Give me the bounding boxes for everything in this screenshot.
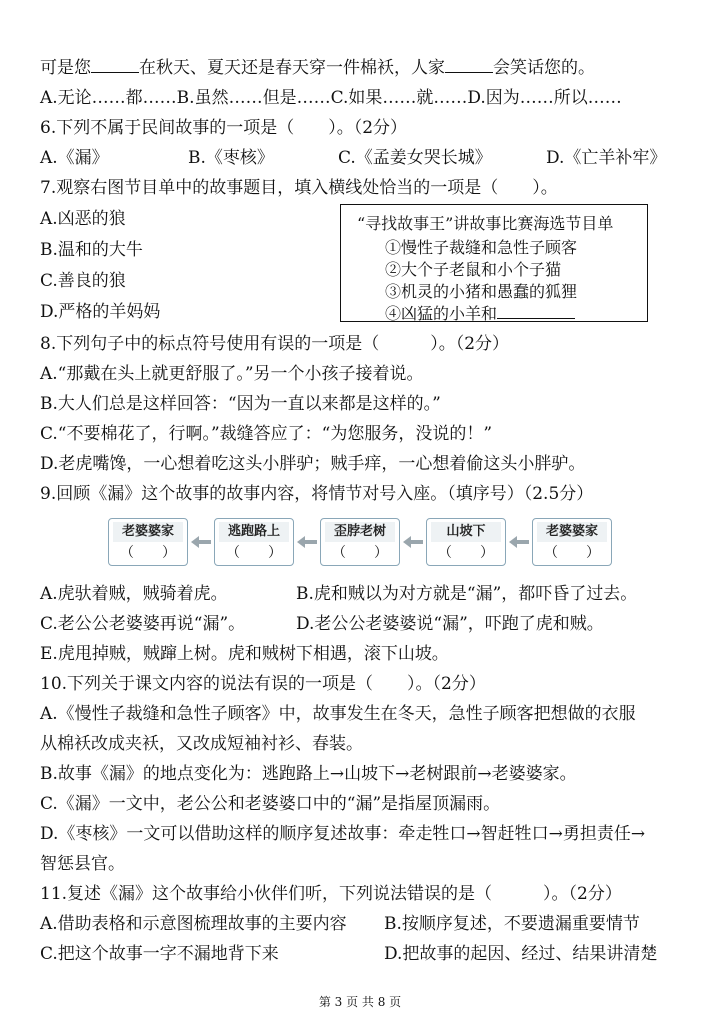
plot-flow-diagram xyxy=(108,518,618,568)
q5-sentence-part3: 会笑话您的。 xyxy=(493,58,595,78)
flow-node-blank: （ ） xyxy=(438,545,494,561)
program-item: ②大个子老鼠和小个子猫 xyxy=(385,260,562,279)
q11-option-d: D.把故事的起因、经过、结果讲清楚 xyxy=(384,944,658,964)
flow-node[interactable] xyxy=(426,518,506,566)
flow-node[interactable] xyxy=(214,518,294,566)
page-footer: 第 3 页 共 8 页 xyxy=(318,995,402,1009)
answer-blank[interactable] xyxy=(445,56,493,73)
q9-question: 9.回顾《漏》这个故事的故事内容，将情节对号入座。（填序号）（2.5分） xyxy=(40,484,594,504)
q5-sentence xyxy=(40,56,595,80)
arrow-left-icon xyxy=(400,532,426,552)
program-list-box xyxy=(340,204,648,322)
q7-option-a: A.凶恶的狼 xyxy=(40,209,126,229)
q9-option-e: E.虎甩掉贼，贼蹿上树。虎和贼树下相遇，滚下山坡。 xyxy=(40,644,449,664)
q5-sentence-part2: 在秋天、夏天还是春天穿一件棉袄，人家 xyxy=(139,58,445,78)
q6-question: 6.下列不属于民间故事的一项是（ ）。（2分） xyxy=(40,118,408,138)
flow-node[interactable] xyxy=(532,518,612,566)
flow-node-blank: （ ） xyxy=(544,545,600,561)
q10-option-a-line1: A.《慢性子裁缝和急性子顾客》中，故事发生在冬天，急性子顾客把想做的衣服 xyxy=(40,704,636,724)
q9-option-c: C.老公公老婆婆再说“漏”。 xyxy=(40,614,246,634)
q10-option-c: C.《漏》一文中，老公公和老婆婆口中的“漏”是指屋顶漏雨。 xyxy=(40,794,501,814)
q7-option-b: B.温和的大牛 xyxy=(40,240,143,260)
q7-option-c: C.善良的狼 xyxy=(40,271,126,291)
q9-option-d: D.老公公老婆婆说“漏”，吓跑了虎和贼。 xyxy=(296,614,604,634)
program-list-title: “寻找故事王”讲故事比赛海选节目单 xyxy=(357,214,614,233)
q6-option-c: C.《孟姜女哭长城》 xyxy=(338,148,492,168)
q11-option-c: C.把这个故事一字不漏地背下来 xyxy=(40,944,279,964)
flow-node-blank: （ ） xyxy=(226,545,282,561)
q8-option-d: D.老虎嘴馋，一心想着吃这头小胖驴；贼手痒，一心想着偷这头小胖驴。 xyxy=(40,454,586,474)
q9-option-a: A.虎驮着贼，贼骑着虎。 xyxy=(40,584,228,604)
q6-option-d: D.《亡羊补牢》 xyxy=(546,148,667,168)
flow-node-blank: （ ） xyxy=(332,545,388,561)
q11-option-a: A.借助表格和示意图梳理故事的主要内容 xyxy=(40,914,347,934)
q8-option-c: C.“不要棉花了，行啊。”裁缝答应了：“为您服务，没说的！” xyxy=(40,424,493,444)
q6-option-a: A.《漏》 xyxy=(40,148,109,168)
program-item: ③机灵的小猪和愚蠢的狐狸 xyxy=(385,282,578,301)
q6-option-b: B.《枣核》 xyxy=(188,148,274,168)
program-item: ①慢性子裁缝和急性子顾客 xyxy=(385,238,578,257)
q10-option-d-line2: 智惩县官。 xyxy=(40,854,125,874)
answer-blank[interactable] xyxy=(497,304,575,319)
q11-question: 11.复述《漏》这个故事给小伙伴们听，下列说法错误的是（ ）。（2分） xyxy=(40,884,622,904)
flow-node[interactable] xyxy=(108,518,188,566)
q9-option-b: B.虎和贼以为对方就是“漏”，都吓昏了过去。 xyxy=(296,584,638,604)
answer-blank[interactable] xyxy=(91,56,139,73)
q8-question: 8.下列句子中的标点符号使用有误的一项是（ ）。（2分） xyxy=(40,334,510,354)
q5-sentence-part1: 可是您 xyxy=(40,58,91,78)
q7-option-d: D.严格的羊妈妈 xyxy=(40,302,161,322)
arrow-left-icon xyxy=(506,532,532,552)
q8-option-b: B.大人们总是这样回答：“因为一直以来都是这样的。” xyxy=(40,394,441,414)
q7-question: 7.观察右图节目单中的故事题目，填入横线处恰当的一项是（ ）。 xyxy=(40,178,558,198)
arrow-left-icon xyxy=(294,532,320,552)
q8-option-a: A.“那戴在头上就更舒服了。”另一个小孩子接着说。 xyxy=(40,364,424,384)
flow-node-label: 老婆婆家 xyxy=(537,522,607,542)
flow-node-label: 逃跑路上 xyxy=(219,522,289,542)
q10-option-b: B.故事《漏》的地点变化为：逃跑路上→山坡下→老树跟前→老婆婆家。 xyxy=(40,764,577,784)
q10-question: 10.下列关于课文内容的说法有误的一项是（ ）。（2分） xyxy=(40,674,486,694)
flow-node-label: 山坡下 xyxy=(431,522,501,542)
q11-option-b: B.按顺序复述，不要遗漏重要情节 xyxy=(384,914,640,934)
flow-node-label: 老婆婆家 xyxy=(113,522,183,542)
q10-option-a-line2: 从棉袄改成夹袄，又改成短袖衬衫、春装。 xyxy=(40,734,363,754)
program-item-text: ④凶猛的小羊和 xyxy=(385,304,498,323)
q10-option-d-line1: D.《枣核》一文可以借助这样的顺序复述故事：牵走牲口→智赶牲口→勇担责任→ xyxy=(40,824,646,844)
program-item-with-blank xyxy=(385,301,575,324)
arrow-left-icon xyxy=(188,532,214,552)
flow-node-blank: （ ） xyxy=(120,545,176,561)
flow-node-label: 歪脖老树 xyxy=(325,522,395,542)
flow-node[interactable] xyxy=(320,518,400,566)
q5-options: A.无论……都……B.虽然……但是……C.如果……就……D.因为……所以…… xyxy=(40,88,622,108)
